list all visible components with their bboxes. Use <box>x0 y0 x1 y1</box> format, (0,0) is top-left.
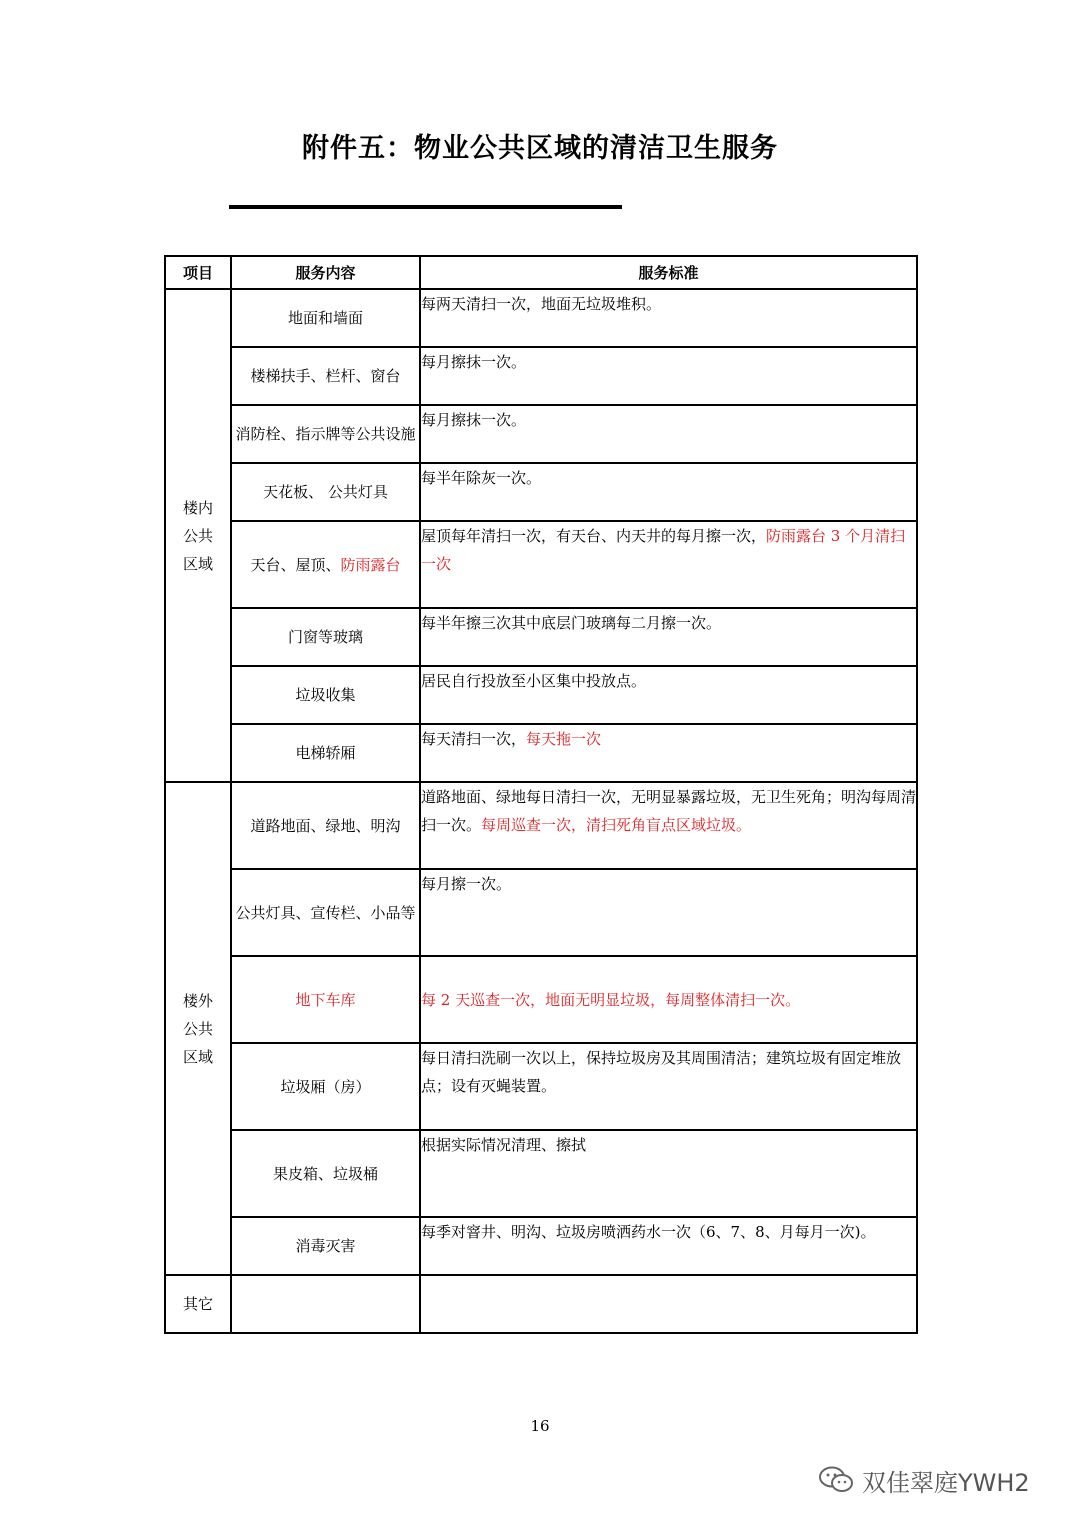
standard-cell <box>420 1275 917 1333</box>
category-other: 其它 <box>165 1275 231 1333</box>
standard-cell: 根据实际情况清理、擦拭 <box>420 1130 917 1217</box>
content-cell: 果皮箱、垃圾桶 <box>231 1130 420 1217</box>
watermark-text: 双佳翠庭YWH2 <box>862 1468 1030 1497</box>
table-row <box>165 956 917 1043</box>
standard-cell: 居民自行投放至小区集中投放点。 <box>420 666 917 724</box>
header-content: 服务内容 <box>231 256 420 289</box>
page-number: 16 <box>530 1417 550 1435</box>
table-row <box>165 1217 917 1275</box>
content-cell: 垃圾厢（房） <box>231 1043 420 1130</box>
content-cell: 地下车库 <box>231 956 420 1043</box>
standard-cell: 屋顶每年清扫一次，有天台、内天井的每月擦一次，防雨露台 3 个月清扫一次 <box>420 521 917 608</box>
category-indoor: 楼内公共区域 <box>165 289 231 782</box>
table-row <box>165 782 917 869</box>
standard-cell: 每半年除灰一次。 <box>420 463 917 521</box>
table-row <box>165 1275 917 1333</box>
content-cell: 地面和墙面 <box>231 289 420 347</box>
table-row <box>165 289 917 347</box>
content-cell: 天花板、 公共灯具 <box>231 463 420 521</box>
title-underline <box>229 205 622 209</box>
watermark <box>818 1460 1030 1500</box>
content-cell: 消毒灭害 <box>231 1217 420 1275</box>
table-row <box>165 463 917 521</box>
standard-cell: 每日清扫洗刷一次以上，保持垃圾房及其周围清洁；建筑垃圾有固定堆放点；设有灭蝇装置。 <box>420 1043 917 1130</box>
header-category: 项目 <box>165 256 231 289</box>
table-row <box>165 666 917 724</box>
content-cell: 消防栓、指示牌等公共设施 <box>231 405 420 463</box>
wechat-icon <box>818 1465 854 1495</box>
content-cell: 门窗等玻璃 <box>231 608 420 666</box>
table-row <box>165 724 917 782</box>
content-cell: 天台、屋顶、防雨露台 <box>231 521 420 608</box>
table-row <box>165 869 917 956</box>
content-cell: 垃圾收集 <box>231 666 420 724</box>
table-row <box>165 521 917 608</box>
content-cell: 公共灯具、宣传栏、小品等 <box>231 869 420 956</box>
content-cell: 楼梯扶手、栏杆、窗台 <box>231 347 420 405</box>
standard-cell: 每季对窨井、明沟、垃圾房喷洒药水一次（6、7、8、月每月一次)。 <box>420 1217 917 1275</box>
category-outdoor: 楼外公共区域 <box>165 782 231 1275</box>
standard-cell: 每天清扫一次，每天拖一次 <box>420 724 917 782</box>
table-row <box>165 1130 917 1217</box>
content-cell: 电梯轿厢 <box>231 724 420 782</box>
table-row <box>165 347 917 405</box>
standard-cell: 道路地面、绿地每日清扫一次，无明显暴露垃圾，无卫生死角；明沟每周清扫一次。每周巡查一次，清扫死角盲点区域垃圾。 <box>420 782 917 869</box>
content-cell: 道路地面、绿地、明沟 <box>231 782 420 869</box>
standard-cell: 每月擦一次。 <box>420 869 917 956</box>
header-standard: 服务标准 <box>420 256 917 289</box>
standard-cell: 每月擦抹一次。 <box>420 347 917 405</box>
table-row <box>165 405 917 463</box>
header-row <box>165 256 917 289</box>
page-title: 附件五：物业公共区域的清洁卫生服务 <box>302 133 778 164</box>
standard-cell: 每两天清扫一次，地面无垃圾堆积。 <box>420 289 917 347</box>
standard-cell: 每 2 天巡查一次，地面无明显垃圾，每周整体清扫一次。 <box>420 956 917 1043</box>
table-row <box>165 608 917 666</box>
standard-cell: 每月擦抹一次。 <box>420 405 917 463</box>
content-cell <box>231 1275 420 1333</box>
standard-cell: 每半年擦三次其中底层门玻璃每二月擦一次。 <box>420 608 917 666</box>
table-row <box>165 1043 917 1130</box>
service-table <box>164 255 918 1334</box>
